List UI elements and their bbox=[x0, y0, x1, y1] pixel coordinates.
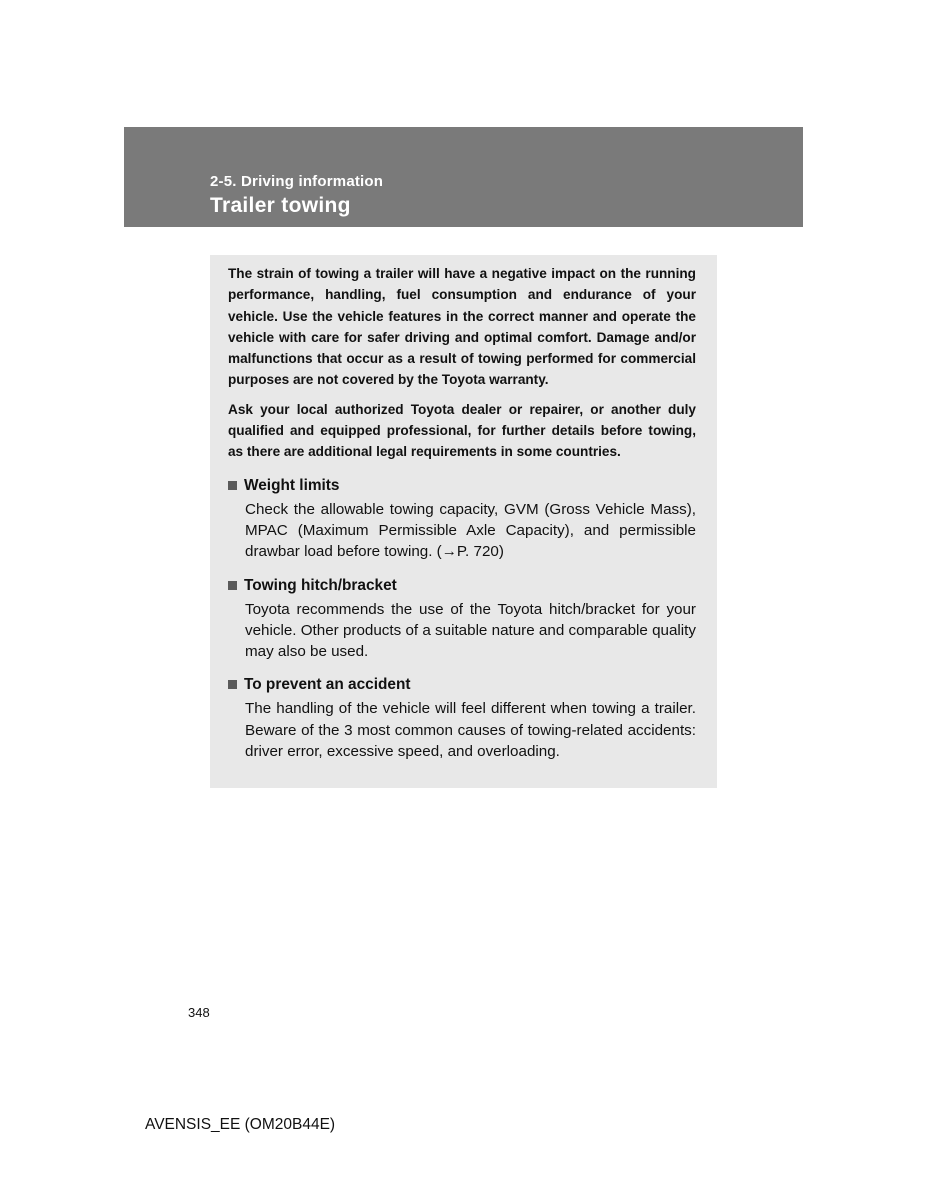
section-heading-text: Towing hitch/bracket bbox=[244, 576, 397, 594]
section-heading-text: Weight limits bbox=[244, 476, 340, 494]
square-bullet-icon bbox=[228, 481, 237, 490]
content-box bbox=[210, 255, 717, 788]
section-towing-hitch bbox=[228, 575, 696, 663]
intro-paragraph: Ask your local authorized Toyota dealer or repairer, or another duly qualified and equipped professional, for further details before towing, as there are additional legal requirements in some countries. bbox=[228, 401, 696, 460]
document-code: AVENSIS_EE (OM20B44E) bbox=[145, 1116, 336, 1133]
square-bullet-icon bbox=[228, 680, 237, 689]
section-body: Check the allowable towing capacity, GVM (Gross Vehicle Mass), MPAC (Maximum Permissible Axle Capacity), and permissible drawbar load before towing. (→P. 720) bbox=[245, 500, 696, 561]
page-number: 348 bbox=[188, 1005, 210, 1020]
section-prevent-accident bbox=[228, 674, 696, 762]
intro-paragraph: The strain of towing a trailer will have a negative impact on the running performance, handling, fuel consumption and endurance of your vehicle. Use the vehicle features in the correct manner and operate the vehicle with care for safer driving and optimal comfort. Damage and/or malfunctions that occur as a result of towing performed for commercial purposes are not covered by the Toyota warranty. bbox=[228, 266, 696, 388]
section-heading-text: To prevent an accident bbox=[244, 676, 411, 694]
section-heading bbox=[228, 475, 696, 496]
section-label: 2-5. Driving information bbox=[210, 173, 384, 190]
section-body: Toyota recommends the use of the Toyota hitch/bracket for your vehicle. Other products of a suitable nature and comparable quality may also be used. bbox=[245, 600, 696, 661]
section-weight-limits bbox=[228, 475, 696, 563]
square-bullet-icon bbox=[228, 581, 237, 590]
header-band bbox=[124, 127, 803, 227]
page-title: Trailer towing bbox=[210, 194, 351, 217]
section-heading bbox=[228, 575, 696, 596]
section-heading bbox=[228, 674, 696, 695]
section-body: The handling of the vehicle will feel different when towing a trailer. Beware of the 3 most common causes of towing-related accidents: driver error, excessive speed, and overloading. bbox=[245, 700, 696, 761]
